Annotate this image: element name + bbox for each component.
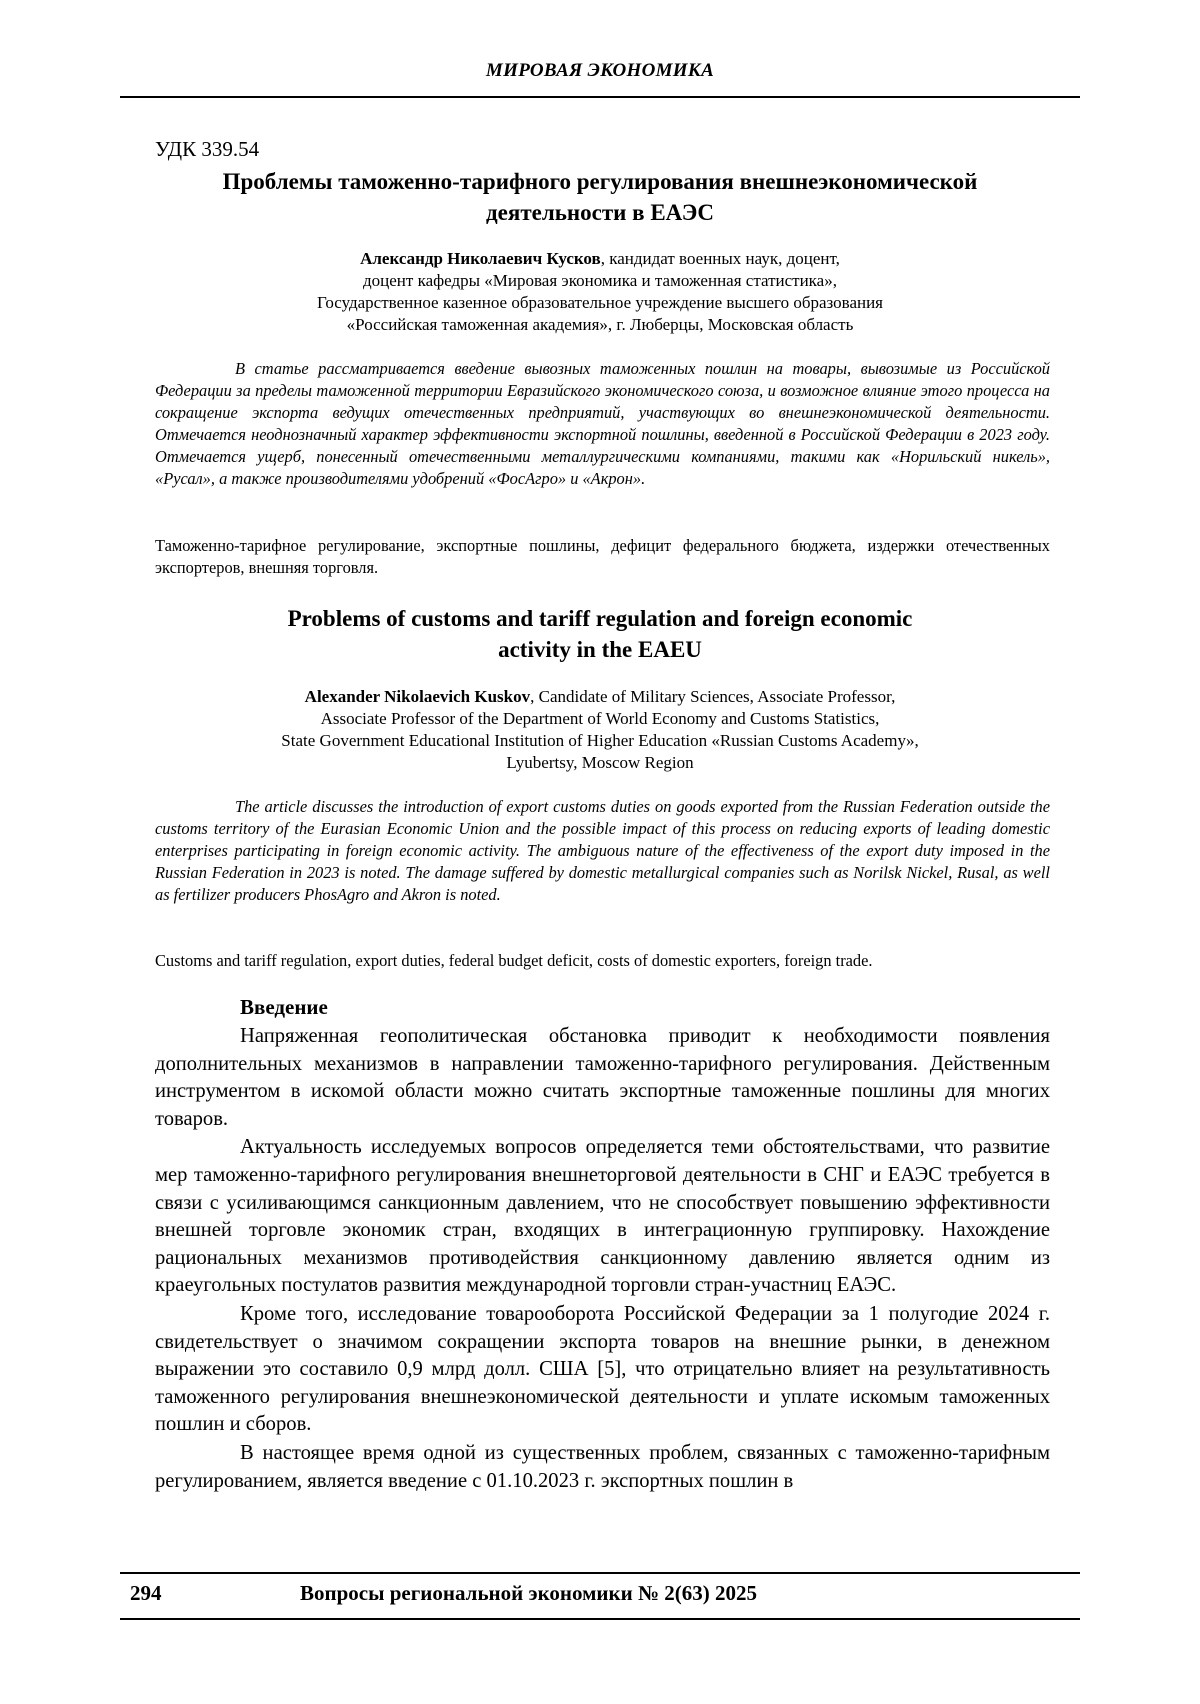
author-name-ru: Александр Николаевич Кусков [360,249,601,268]
footer-rule-bottom [120,1618,1080,1620]
abstract-en: The article discusses the introduction of export customs duties on goods exported from the Russian Federation outside the customs territory of the Eurasian Economic Union and the possible impact of this process on reducing exports of leading domestic enterprises participating in foreign economic activity. The ambiguous nature of the effectiveness of the export duty imposed in the Russian Federation in 2023 is noted. The damage suffered by domestic metallurgical companies such as Norilsk Nickel, Rusal, as well as fertilizer producers PhosAgro and Akron is noted. [155,797,1050,904]
author-position-ru: доцент кафедры «Мировая экономика и таможенная статистика», [363,271,837,290]
author-name-en: Alexander Nikolaevich Kuskov [304,687,531,706]
section-heading: Введение [240,995,328,1019]
title-ru-line: деятельности в ЕАЭС [486,200,714,225]
title-ru [155,166,1045,228]
author-institution-en: State Government Educational Institution of Higher Education «Russian Customs Academy», [281,731,919,750]
page-number: 294 [130,1581,162,1605]
author-institution-ru: Государственное казенное образовательное учреждение высшего образования [316,293,883,312]
title-en [155,603,1045,665]
title-en-line: activity in the EAEU [498,637,702,662]
footer-rule-top [120,1572,1080,1574]
abstract-ru: В статье рассматривается введение вывозных таможенных пошлин на товары, вывозимые из Российской Федерации за пределы таможенной территории Евразийского экономического союза, и возможное влияние этого процесса на сокращение экспорта ведущих отечественных предприятий, участвующих во внешнеэкономической деятельности. Отмечается неоднозначный характер эффективности экспортной пошлины, введенной в Российской Федерации в 2023 году. Отмечается ущерб, понесенный отечественными металлургическими компаниями, такими как «Норильский никель», «Русал», а также производителями удобрений «ФосАгро» и «Акрон». [155,359,1050,488]
title-en-line: Problems of customs and tariff regulation and foreign economic [287,606,913,631]
body-text [155,1023,1050,1496]
author-position-en: Associate Professor of the Department of World Economy and Customs Statistics, [320,709,880,728]
title-ru-line: Проблемы таможенно-тарифного регулирования внешнеэкономической [222,169,978,194]
author-degree-ru: , кандидат военных наук, доцент, [600,249,840,268]
body-paragraph: В настоящее время одной из существенных проблем, связанных с таможенно-тарифным регулированием, является введение с 01.10.2023 г. экспортных пошлин в [155,1441,1050,1492]
keywords-en: Customs and tariff regulation, export duties, federal budget deficit, costs of domestic exporters, foreign trade. [155,951,873,970]
journal-title: Вопросы региональной экономики № 2(63) 2025 [300,1581,758,1605]
running-head: МИРОВАЯ ЭКОНОМИКА [485,60,715,81]
author-degree-en: , Candidate of Military Sciences, Associate Professor, [530,687,896,706]
udc-code: УДК 339.54 [155,137,260,161]
body-paragraph: Кроме того, исследование товарооборота Российской Федерации за 1 полугодие 2024 г. свидетельствует о значимом сокращении экспорта товаров на внешние рынки, в денежном выражении это составило 0,9 млрд долл. США [5], что отрицательно влияет на результативность таможенного регулирования внешнеэкономической деятельности и уплате искомым таможенных пошлин и сборов. [155,1302,1050,1436]
header-rule [120,96,1080,98]
author-block-en [155,686,1045,774]
author-location-en: Lyubertsy, Moscow Region [506,753,694,772]
author-block-ru [155,248,1045,336]
body-paragraph: Напряженная геополитическая обстановка приводит к необходимости появления дополнительных механизмов в направлении таможенно-тарифного регулирования. Действенным инструментом в искомой области можно считать экспортные таможенные пошлины для многих товаров. [155,1025,1050,1130]
author-location-ru: «Российская таможенная академия», г. Люберцы, Московская область [346,315,854,334]
body-paragraph: Актуальность исследуемых вопросов определяется теми обстоятельствами, что развитие мер таможенно-тарифного регулирования внешнеторговой деятельности в СНГ и ЕАЭС требуется в связи с усиливающимся санкционным давлением, что не способствует повышению эффективности внешней торговле экономик стран, входящих в интеграционную группировку. Нахождение рациональных механизмов противодействия санкционному давлению является одним из краеугольных постулатов развития международной торговли стран-участниц ЕАЭС. [155,1136,1050,1297]
keywords-ru: Таможенно-тарифное регулирование, экспортные пошлины, дефицит федерального бюджета, издержки отечественных экспортеров, внешняя торговля. [155,536,1050,577]
